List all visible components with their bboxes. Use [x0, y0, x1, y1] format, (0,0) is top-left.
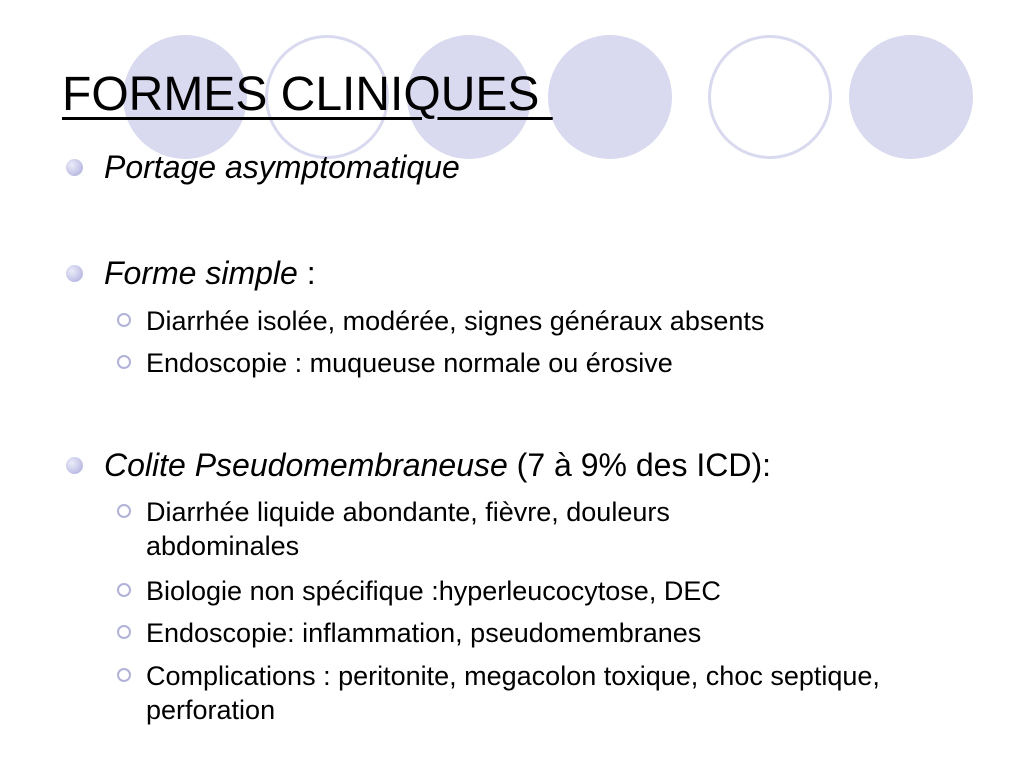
bullet-text: Colite Pseudomembraneuse (7 à 9% des ICD):: [104, 447, 771, 483]
decorative-circle: [548, 35, 672, 159]
slide-title: FORMES CLINIQUES: [62, 68, 553, 121]
bullet-ring-icon: [117, 504, 131, 518]
bullet-item: [0, 148, 1024, 188]
sub-bullet-text: Diarrhée liquide abondante, fièvre, douleurs abdominales: [146, 497, 670, 561]
bullet-dot-icon: [66, 159, 83, 176]
bullet-ring-icon: [117, 313, 131, 327]
bullet-ring-icon: [117, 583, 131, 597]
decorative-circle: [849, 35, 973, 159]
sub-bullet-text: Endoscopie: inflammation, pseudomembranes: [146, 618, 702, 648]
sub-bullet-text: Endoscopie : muqueuse normale ou érosive: [146, 348, 673, 378]
bullet-text: Forme simple :: [104, 255, 316, 291]
bullet-ring-icon: [117, 355, 131, 369]
sub-bullet-text: Diarrhée isolée, modérée, signes généraux absents: [146, 306, 765, 336]
bullet-dot-icon: [66, 457, 83, 474]
sub-bullet-text: Complications : peritonite, megacolon toxique, choc septique, perforation: [146, 661, 880, 725]
bullet-item: [0, 254, 1024, 294]
bullet-ring-icon: [117, 625, 131, 639]
sub-bullet-text: Biologie non spécifique :hyperleucocytose, DEC: [146, 576, 721, 606]
decorative-circle: [708, 35, 832, 159]
bullet-dot-icon: [66, 265, 83, 282]
bullet-ring-icon: [117, 668, 131, 682]
bullet-text: Portage asymptomatique: [104, 149, 460, 185]
bullet-item: [0, 446, 1024, 486]
